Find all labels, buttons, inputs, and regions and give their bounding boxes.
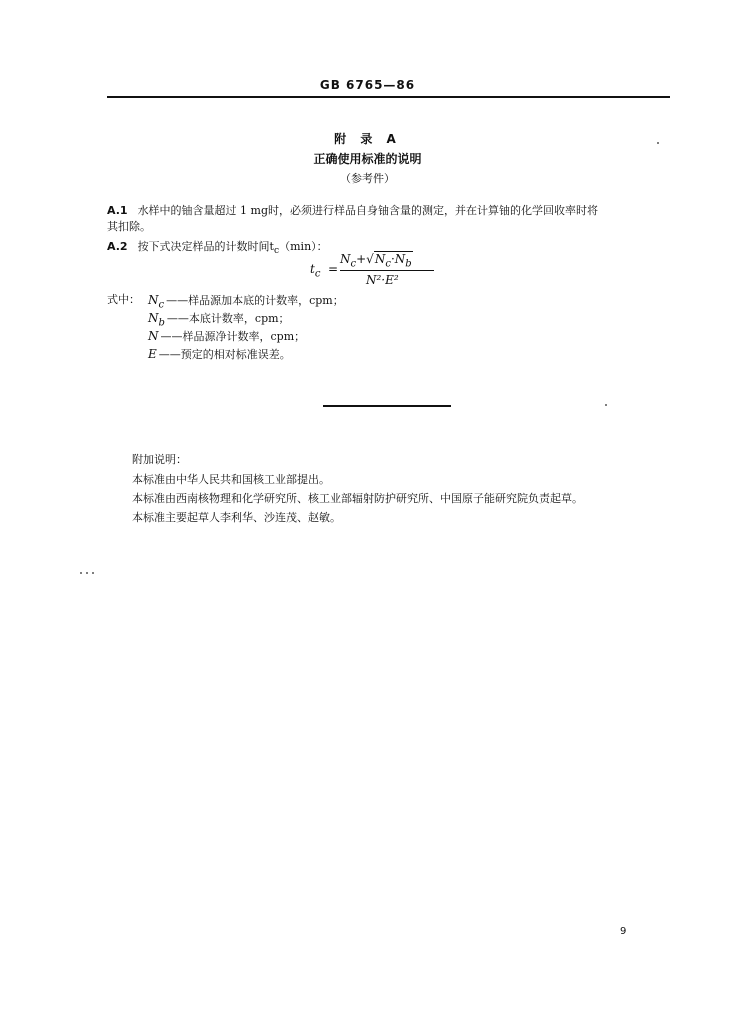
definition-symbol: $N_b$ <box>148 311 165 329</box>
formula-sqrt: $N_c\cdot N_b$ <box>374 252 412 270</box>
appendix-subtitle: 正确使用标准的说明 <box>313 152 422 166</box>
clause-a2-text: 按下式决定样品的计数时间t <box>137 240 274 253</box>
clause-a2-unit: （min）： <box>279 240 328 253</box>
counting-time-formula <box>310 252 450 292</box>
clause-a1-continuation: 其扣除。 <box>107 220 151 233</box>
definition-symbol: E <box>148 347 157 361</box>
clause-a1-text: 水样中的铀含量超过 1 mg时，必须进行样品自身铀含量的测定，并在计算铀的化学回收率时将 <box>137 204 599 217</box>
definition-text: ——预定的相对标准误差。 <box>158 348 291 361</box>
appendix-title: 附 录 A <box>334 132 401 146</box>
appendix-note: （参考件） <box>340 172 395 185</box>
scan-speck <box>92 572 94 574</box>
page-number: 9 <box>620 926 627 937</box>
scan-speck <box>86 572 88 574</box>
definition-symbol: N <box>148 329 159 343</box>
clause-a2-number: A.2 <box>107 240 128 253</box>
formula-equals: = <box>328 262 339 276</box>
scan-speck <box>80 572 82 574</box>
formula-numerator: $N_c+√N_c\cdot N_b$ <box>340 252 412 270</box>
header-rule <box>107 96 670 98</box>
formula-fraction-bar <box>340 270 434 271</box>
additional-note-line: 本标准由中华人民共和国核工业部提出。 <box>132 473 330 486</box>
clause-a2-subscript: c <box>273 245 280 257</box>
section-separator <box>323 405 451 407</box>
additional-notes-heading: 附加说明： <box>132 453 187 466</box>
definition-text: ——样品源加本底的计数率，cpm； <box>166 294 344 307</box>
scan-speck <box>657 142 659 144</box>
definition-text: ——样品源净计数率，cpm； <box>160 330 306 343</box>
definitions-lead: 式中： <box>107 293 140 306</box>
clause-a1-number: A.1 <box>107 204 128 217</box>
formula-lhs: $t_c$ <box>310 262 321 280</box>
additional-note-line: 本标准主要起草人李利华、沙连茂、赵敏。 <box>132 511 341 524</box>
scan-speck <box>605 404 607 406</box>
definition-symbol: $N_c$ <box>148 293 165 311</box>
definition-text: ——本底计数率，cpm； <box>166 312 290 325</box>
standard-code: GB 6765—86 <box>319 78 416 92</box>
additional-note-line: 本标准由西南核物理和化学研究所、核工业部辐射防护研究所、中国原子能研究院负责起草。 <box>132 492 583 505</box>
clause-a1 <box>107 203 675 219</box>
definition-item <box>148 346 291 367</box>
formula-denominator: N²·E² <box>366 273 399 287</box>
